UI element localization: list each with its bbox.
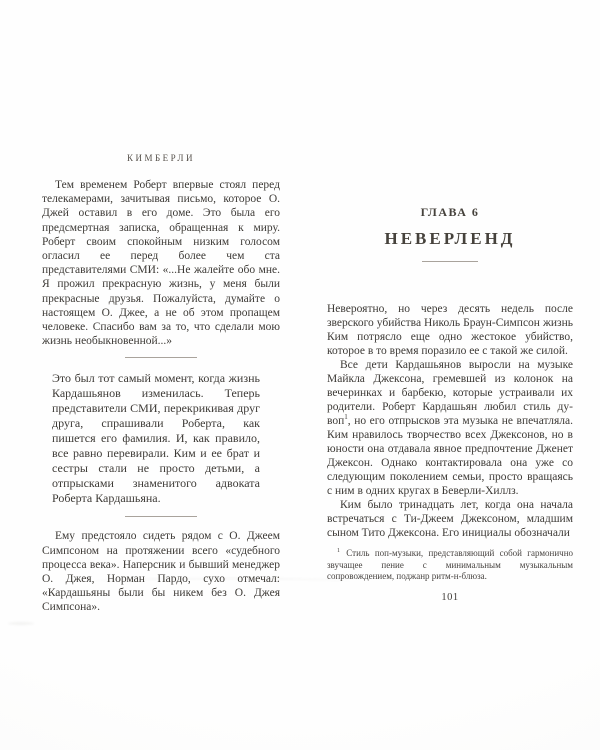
chapter-title-rule (422, 261, 478, 262)
footnote-text: Стиль поп-музыки, представляющий собой гармонично звучащее пение с минимальным музыкальным сопровождением, поджанр ритм-н-блюза. (327, 548, 574, 581)
footnote (327, 548, 573, 583)
right-page (327, 205, 573, 603)
right-paragraph-2-continuation: , но его отпрысков эта музыка не впечатляла. Ким нравилось творчество всех Джексонов, но в юности она отдавала явное предпочтение Дженет Джексон. Однако контактировала она уже со следующим поколением семьи, просто вращаясь с ним в одних кругах в Беверли-Хиллз. (327, 415, 573, 497)
section-rule-lower (125, 516, 197, 517)
right-paragraph-1: Невероятно, но через десять недель после зверского убийства Николь Браун-Симпсон жизнь Ким потрясло еще одно жестокое убийство, которое в то время поразило ее с такой же силой. (327, 303, 573, 357)
page-corner-artifact (8, 622, 34, 625)
chapter-body (327, 302, 573, 603)
left-page (42, 153, 280, 615)
left-paragraph-1: Тем временем Роберт впервые стоял перед телекамерами, зачитывая письмо, которое О. Джей оставил в его доме. Это была его предсмертная записка, обращенная к миру. Роберт своим спокойным низким голосом огласил ее перед более чем ста представителями СМИ: «...Не жалейте обо мне. Я прожил прекрасную жизнь, у меня были прекрасные друзья. Пожалуйста, думайте о настоящем О. Джее, а не об этом пропащем человеке. Спасибо вам за то, что сделали мою жизнь необыкновенной...» (42, 179, 280, 348)
left-paragraph-2: Ему предстояло сидеть рядом с О. Джеем Симпсоном на протяжении всего «судебного процесса века». Наперсник и бывший менеджер О. Джея, Норман Пардо, сухо отмечал: «Кардашьяны были бы никем без О. Джея Симпсона». (42, 530, 280, 614)
running-header: КИМБЕРЛИ (126, 153, 196, 163)
right-paragraph-2 (327, 358, 573, 498)
section-rule-upper (125, 357, 197, 358)
pull-quote: Это был тот самый момент, когда жизнь Кардашьянов изменилась. Теперь представители СМИ, перекрикивая друг друга, спрашивали Роберта, как пишется его фамилия. И, как правило, все равно перевирали. Ким и ее брат и сестры стали не просто детьми, а отпрысками знаменитого адвоката Роберта Кардашьяна. (52, 371, 260, 506)
page-number: 101 (441, 591, 459, 603)
footnote-reference: 1 (344, 413, 348, 422)
chapter-number: ГЛАВА 6 (420, 205, 480, 219)
footnote-marker: 1 (337, 548, 340, 554)
right-paragraph-2-text: Все дети Кардашьянов выросли на музыке Майкла Джексона, гремевшей из колонок на вечеринках и барбекю, которые устраивали их родители. Роберт Кардашьян любил стиль ду-воп (327, 359, 573, 427)
right-paragraph-3: Ким было тринадцать лет, когда она начала встречаться с Ти-Джеем Джексоном, младшим сыном Тито Джексона. Его инициалы обозначали (327, 499, 573, 539)
chapter-title: НЕВЕРЛЕНД (384, 229, 516, 248)
